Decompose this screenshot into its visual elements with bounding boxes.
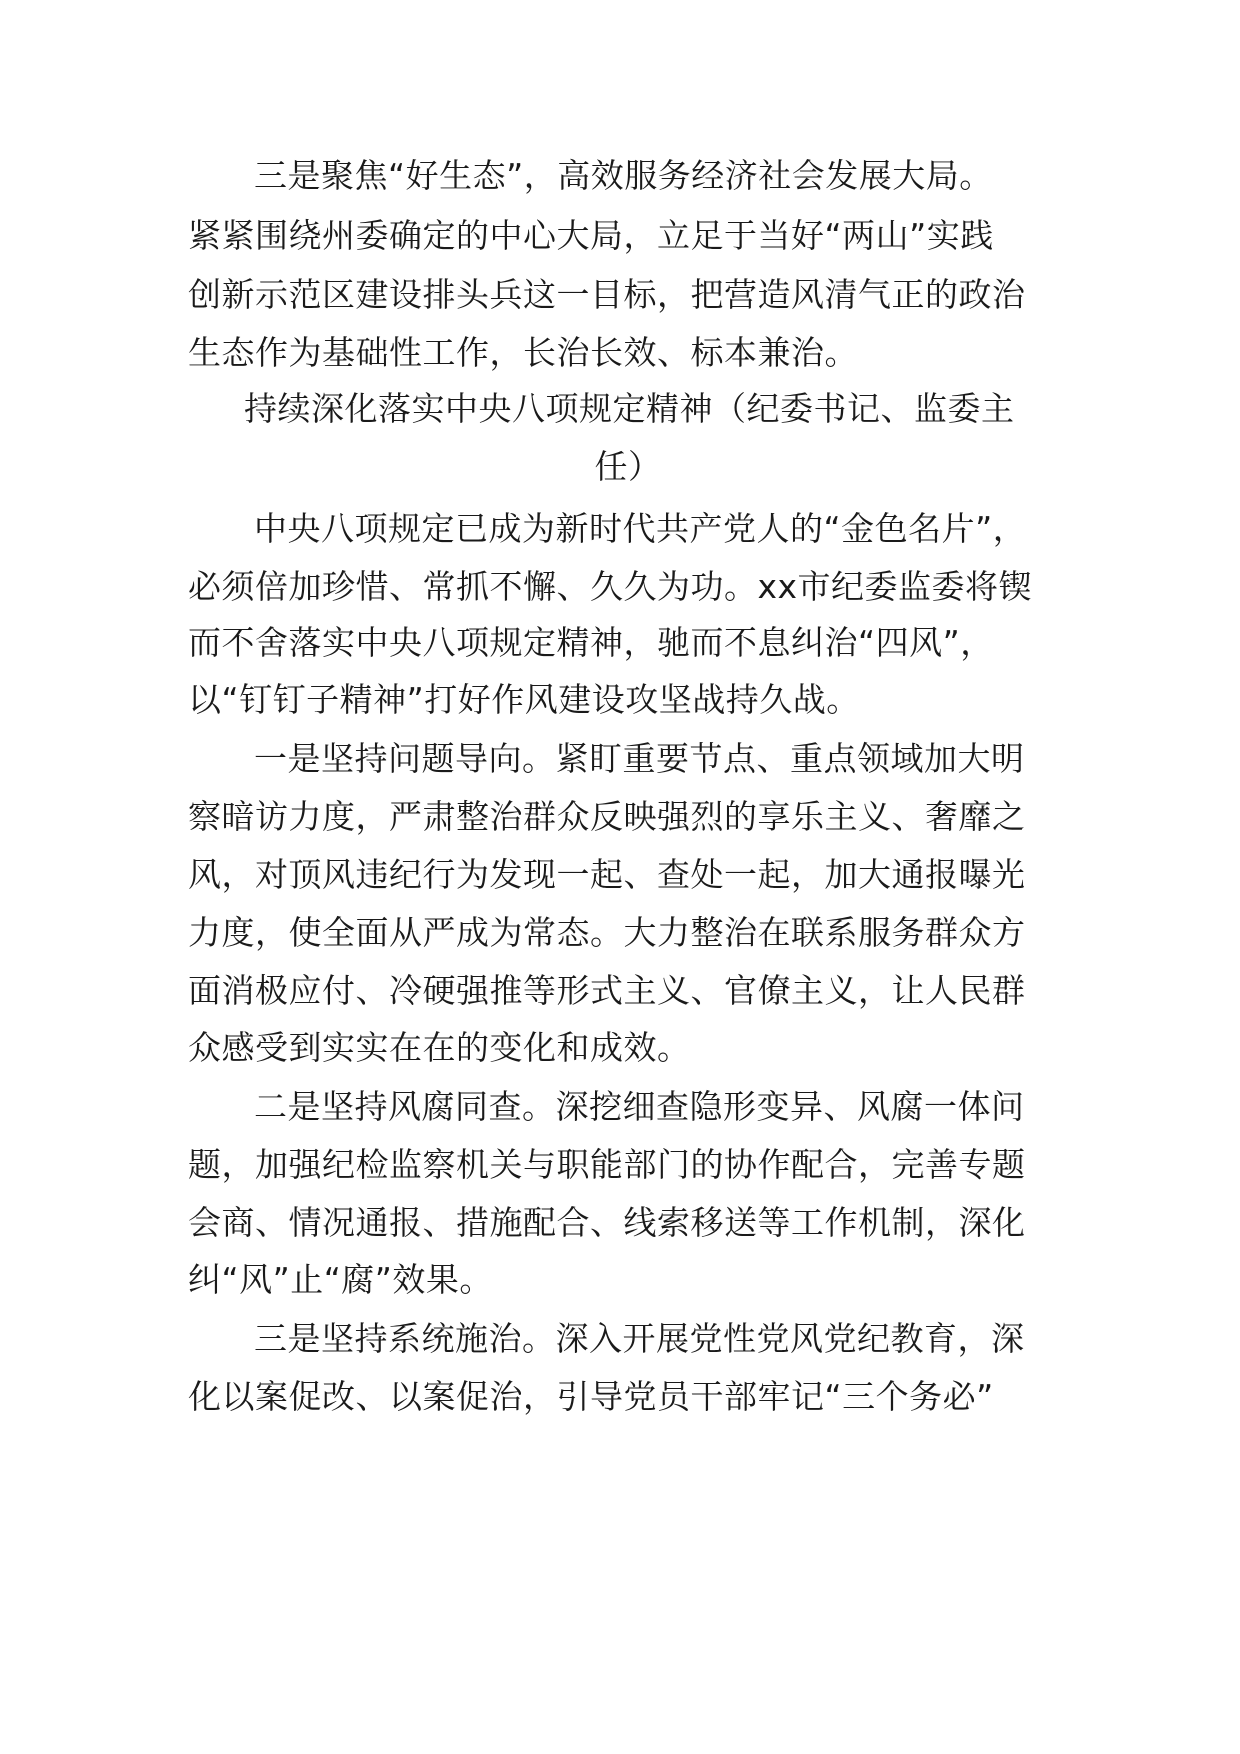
paragraph-line: 一是坚持问题导向。紧盯重要节点、重点领域加大明 [254,739,1025,778]
section-title-line: 持续深化落实中央八项规定精神（纪委书记、监委主 [244,389,1015,428]
paragraph-line: 而不舍落实中央八项规定精神，驰而不息纠治“四风”， [188,623,994,662]
paragraph-line: 二是坚持风腐同查。深挖细查隐形变异、风腐一体问 [254,1087,1025,1126]
paragraph-line: 力度，使全面从严成为常态。大力整治在联系服务群众方 [188,913,1026,952]
paragraph-line: 众感受到实实在在的变化和成效。 [188,1028,691,1067]
paragraph-line: 察暗访力度，严肃整治群众反映强烈的享乐主义、奢靡之 [188,797,1026,836]
paragraph-line: 题，加强纪检监察机关与职能部门的协作配合，完善专题 [188,1145,1026,1184]
paragraph-line: 创新示范区建设排头兵这一目标，把营造风清气正的政治 [188,275,1026,314]
paragraph-line: 生态作为基础性工作，长治长效、标本兼治。 [188,333,858,372]
paragraph-line: 三是坚持系统施治。深入开展党性党风党纪教育，深 [254,1319,1025,1358]
paragraph-line: 中央八项规定已成为新时代共产党人的“金色名片”， [254,509,1027,548]
paragraph-line: 风，对顶风违纪行为发现一起、查处一起，加大通报曝光 [188,855,1026,894]
paragraph-line: 化以案促改、以案促治，引导党员干部牢记“三个务必” [188,1377,994,1416]
paragraph-line: 纠“风”止“腐”效果。 [188,1260,493,1299]
paragraph-line: 必须倍加珍惜、常抓不懈、久久为功。xx市纪委监委将锲 [188,567,1033,606]
paragraph-line: 会商、情况通报、措施配合、线索移送等工作机制，深化 [188,1203,1026,1242]
paragraph-line: 三是聚焦“好生态”，高效服务经济社会发展大局。 [254,156,993,195]
paragraph-line: 以“钉钉子精神”打好作风建设攻坚战持久战。 [188,680,860,719]
section-title-line: 任） [594,447,662,486]
paragraph-line: 紧紧围绕州委确定的中心大局，立足于当好“两山”实践 [188,216,994,255]
paragraph-line: 面消极应付、冷硬强推等形式主义、官僚主义，让人民群 [188,971,1026,1010]
